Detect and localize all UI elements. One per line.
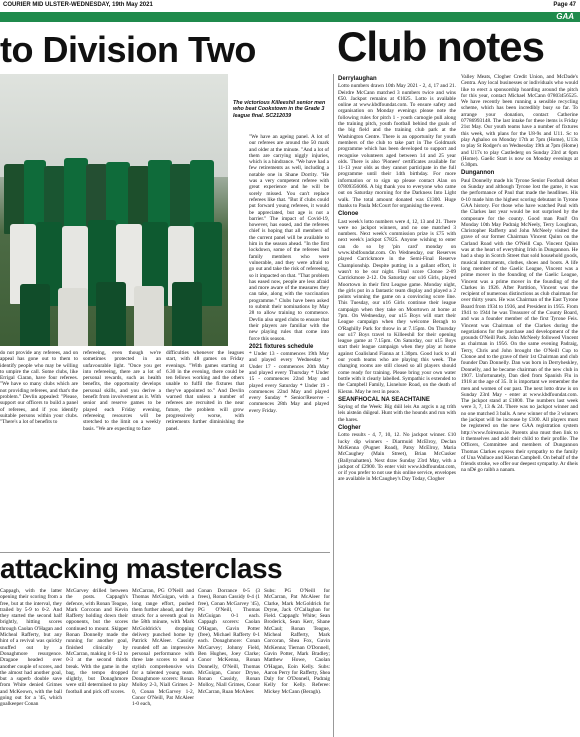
story1-column-4 [249, 134, 329, 550]
story2-column-3 [132, 588, 194, 737]
team-photo [0, 74, 228, 346]
story2-column-2 [66, 588, 128, 737]
story1-column-2 [83, 350, 161, 550]
story2-text: McGarvey drilled between the posts. Cappagh's defence, with Ronan Teague, Mark Corcoran and Kevin Rafferty holding down their opponents, but the scores continued to mount. Skipper Ronan Donnelly made the running for another goal, finished clinically by McCarran, making it 6-12 to 0-3 at the second thirds break. With the game in the bag, the tempo dropped slightly, but Donaghmore were still determined to play football and pick off scores. [66, 588, 128, 695]
club-text: Saying of the Week: Bíg dúil leis An argcis n ag tríth leis aisteán dúigeal. Hunt with the hounds and run with the hares. [338, 404, 456, 423]
story2-text: Subs: PG O'Neill for McCarran, Pat McAleer for Clarke, Mark McGoldrick for Dryne, Jack O'Callaghan for Field. Cappagh: White; Sean Broderick, Sean Kerr, Shane McCaul; Ronan Teague, Micheal Rafferty, Mark Corcoran, Shea Fox, Gavin McKenna; Tiernan O'Donnell, Gavin Potter, Mark Bradley; Matthew Howe, Caolan O'Hagan, Eoin Kelly. Subs: Aaron Perry for Rafferty, Shea Daly for O'Donnell, Padraig Kelly for Kelly. Referee: Mickey McCann (Beragh). [264, 588, 330, 695]
club-heading: SEANFHOCAL NA SEACHTAINE [338, 396, 430, 403]
club-text: Last week's lotto numbers were 4, 12, 13 and 21. There were no jackpot winners, and no one matched 3 numbers. Next week's commission prize is £75 with next week's jackpot £7825. Anyone wishing to enter can do so by 'pin card' monday on www.kbdfoundat.com. On Wednesday, our Reserves played Carrickmore in the Semi-Final Reserve Championship. Despite putting in a gallant effort, it wasn't to be our night. Final score Clonoe 2-09 Carrickmore 2-12. On Saturday our u16 Girls, played Moortown in their first League game. Monday night, the girls put in a fantastic team display and played a 2 points winning the game on a convincing score line. This Tuesday, our u16 Girls continue their league campaign when they take on Moortown at home at 7pm. On Wednesday, our u15 Boys will start their League campaign when they welcome Beragh to O'Raghilly Park for throw in at 7.15pm. On Thursday our u17 Boys travel to Killeeshil for their opening league game at 7.15pm. On Saturday, our u15 Boys start their league campaign when they play at home against Coalisland Fianna at 1.30pm. Good luck to all our youth teams who are playing this week. The changing rooms are still closed so all players should come ready for training. Please bring your own water bottle with it clearly labelled. Sympathic is extended to the Campbell Family, Lisnelure Road, on the death of Kieran. May he rest in peace. [338, 218, 456, 395]
story2-text: Cappagh, with the latter opening their scoring from a free, but at the interval, they trailed by 5-9 to 0-2. And they started the second half brightly, hitting scores through Caolan O'Hagan and Micheal Rafferty, but any hint of a revival was quickly snuffed out by a Donaghmore resurgence. Dragaoe headed over another couple of scores, and the almost had another goal, but a superb double save from White denied Grimes and McKeown, with the ball going out for a '45, which goalkeeper Conan [0, 588, 62, 708]
club-heading: Clonoe [338, 211, 359, 218]
story1-text: refereeing, even though we're sometimes protected in an unfavourable light. "Once you get into refereeing, there are a lot of personal rewards, such as health benefits, the opportunity develops personal skills, and you derive a benefit from involvement as it. With senior and reserve games to be played each Friday evening, refereeing resources will be stretched to the limit on a weekly basis. "We are expecting to face [83, 350, 161, 432]
club-notes-column-1 [338, 74, 456, 737]
masthead [0, 0, 580, 12]
fixtures-heading: 2021 fixtures schedule [249, 343, 314, 350]
column-divider [333, 74, 334, 737]
story1-headline: to Division Two [0, 29, 256, 70]
story2-column-5 [264, 588, 330, 737]
photo-player [134, 286, 164, 346]
club-heading: Clogher [338, 425, 361, 432]
photo-player [20, 284, 50, 346]
club-notes-headline: Club notes [337, 23, 544, 70]
club-text: Paul Donnelly made his Tyrone Senior Football debut on Sunday and although Tyrone lost the game, it was the performance of Paul that made the headlines. His 0-10 made him the highest scoring debutant in Tyrone GAA history. For those who have watched Paul with the Clarkes last year would be not surprised by the composure for the county. Good man Paul! On Monday 10th May Padraig McNeely, Terry Loughran, Christopher Rafferty and John McNeely visited the grave of our former Chairman Vincent Quinn on the Carland Road with the O'Neill Cup. Vincent Quinn was at the heart of everything Irish in Dungannon. He had a shop in Scotch Street that sold household goods, musical instruments, clothes, shoes and boots. A life long member of the Gaelic League, Vincent was a prime mover in the founding of the Gaelic League, Vincent was a prime mover in the founding of the Clarkes in 1926. After Partition, Vincent was the recipient of numerous distinctions as club chairman for over thirty years. He was Chairman of the East Tyrone Board from 1934 to 1936, and President in 1955. From 1941 to 1944 he was Treasurer of the County Board, and was a founder member of the first Tyrone Feis. Vincent was Chairman of the Clarkes during the negotiations for the purchase and development of the grounds O'Neill Park. John McNeely followed Vincent as chairman in 1956. On the same evening Padraig, Terry, Chris and John brought the O'Neill Cup to Clonoe and to the grave of their 1st Chairman and club founder Dan Donnelly. Dan was born in Derryheskley, Donnelly, and he became chairman of the new club in 1907. Unfortunately, Dan died from Spanish Flu in 1918 at the age of 35. It is important we remember the men and women of our past. The next lotto draw is on Sunday 23rd May - enter at www.kbdfoundat.com. The jackpot stand at £1800. The numbers last week were 3, 7, 13 & 24. There was no jackpot winner and no one matched 3 balls. A new winner of the 3 winners the jackpot will be increase by £100. All players must be registered on the new GAA registration system http://www.foireann.ie. Parents also must then link to it themselves and add their child to their profile. The Officers, Committee and members of Dungannon Thomas Clarkes express their sympathy to the family of Una Wallace and Kieran Campbell. On behalf of the friends stroke, we offer our deepest sympathy. Ar dheis na nDé go raibh a nanam. [461, 177, 578, 474]
photo-player [172, 282, 202, 346]
club-heading: Dungannon [461, 170, 495, 177]
story-divider [0, 552, 330, 553]
story2-column-4 [198, 588, 260, 737]
fixtures-text: * Under 13 - commences 19th May and played every Wednesday * Under 17 - commences 20th May and played every Thursday * Under 15 - commences 22nd May and played every Saturday * Under 19 - commences 22nd May and played every Sunday * Senior/Reserve - commences 28th May and played every Friday. [249, 351, 329, 414]
story2-column-1 [0, 588, 62, 737]
story1-text: "We have an ageing panel. A lot of our referees are around the 50 mark and older at the minute. "And a lot of them are carrying niggly injuries, which is a hindrance. "We have had a few retirements as well, including a notable one in Shane Dorrity. "He was a very competent referee with great experience and he will be sorely missed. You can't replace referees like that. "But if clubs could put forward young referees, it would be appreciated, but age is not a barrier." The impact of Covid-19, however, has eased, and the referees chief is hoping that all members of the current panel will be available to him in the season ahead. "In the first lockdown, some of the referees had family members who were vulnerable, and they were afraid to go out and take the risk of refereeing, so it impacted on that. "That problem has eased now, people are less afraid and more aware of the measures they can take, along with the vaccination programme." Clubs have been asked to submit their nominations by May 28 to allow training to commence. Devlin also urged clubs to ensure that their players are familiar with the new playing rules that come into force this season. [249, 134, 329, 342]
publication-name: COURIER MID ULSTER-WEDNESDAY, 19th May 2021 [3, 2, 153, 8]
club-heading: Derrylaughan [338, 76, 377, 82]
club-notes-column-2 [461, 74, 578, 737]
story1-column-3 [166, 350, 244, 550]
story1-text: difficulties whenever the leagues start, with 48 games on Friday evenings. "With games starting at 6.30 in the evening, there could be ten fellows working and the others unable to fulfil the fixtures that they've appointed to." And Devlin warned that unless a number of referees are recruited in the near future, the problem will grow progressively worse, with retirements further diminishing the panel. [166, 350, 244, 432]
section-bar [0, 12, 580, 22]
page-number: Page 47 [553, 2, 576, 8]
club-text: Valley Meats, Clogher Credit Union, and McDade's Centra. Any local businesses or individuals who would like to erect a sponsorship hoarding around the pitch for this year, contact Michael McCann 07803456525. We have recently been running a sensible recycling scheme, which has been incredibly busy so far. To arrange your donation, contact Catherine 07786993148. The last intake for these items is Friday 21st May. Our youth teams have a number of fixtures this week, with plans for the U8-9s and U11. Sc to play Aghaloo on Monday 17th at 7pm (Home), U13s to play St Rodger's on Wednesday 19th at 7pm (Home) and U17s to play Castlederg on Sunday 23rd at 6pm (Home). Gaelic Start is now on Monday evenings at 6.30pm. [461, 74, 578, 169]
club-text: Lotto numbers drawn 10th May 2021 - 2, 4, 17 and 21. Deirdre McCann matched 3 numbers twice and wins €50. Jackpot remains at €1025. Lotto is available online at www.kbdfoundat.com. To ensure safety and organisation on Monday evenings please note the following rules for pitch 1 - youth carnogie pull along the training pitch, youth football behind the goals of the big field and the training club park at the Washington Centre. There is an opportunity for youth members of the club to take part in The Goldmark programme which has been developed to support and recognise volunteers aged between 14 and 25 year olds. There is also 'Pioneer' certificates available for 11-13 year olds as they cannot participate in the full programme until their 14th birthday. For more information or to sign up please contact Alan on 07809356066. A big thank you to everyone who came out on Saturday morning for the Darkness Into Light walk. The total amount donated was £1300. Huge thanks to Paula McCourt for organising the event. [338, 83, 456, 209]
story2-text: McCarran, PG O'Neill and Thomas McGuigan, with a long range effort, pushed them further ahead, and they struck for a seventh goal in the 58th minute, with Mark McGoldrick's dropping delivery punched home by Patrick McAleer. Cassidy rounded off an impressive personal performance with three late scores to seal a stylish comprehensive win for a talented young team. Donaghmore scorers: Ronan Molloy 2-3, Niall Grimes 2-0, Conan McGarvey 1-2, Conor O'Neill, Pat McAleer 1-0 each, [132, 588, 194, 708]
story1-column-1 [0, 350, 78, 550]
photo-player [170, 164, 192, 234]
section-label: GAA [556, 12, 574, 21]
photo-caption: The victorious Killeeshil senior men who beat Cookstown in the Grade 3 league final. SC212039 [233, 100, 326, 119]
club-text: Lotto results - 4, 7, 10, 12. No jackpot winner. £10 lucky dip winners - Diarmuid McElroy, Declan McKenna (Pugnet Road), Patsy McElroy, Maria McCaughey (Main Street), Brian McCusker (Ballynahatten). Next draw Sunday 23rd May, with a jackpot of £2900. To enter visit www.kbdfoundat.com, or if you prefer to not use this online service, envelopes are available in McCaughey's Day Today, Clogher [338, 432, 456, 483]
photo-player [64, 158, 88, 234]
story2-headline: attacking masterclass [0, 554, 283, 584]
photo-player [58, 288, 88, 346]
story2-text: Conan Dorrance 0-5 (3 frees), Ronan Cassidy 0-4 (1 free), Conan McGarvey '45), PG O'Neill, Thomas McGuigan 0-1 each. Cappagh scorers: Caolan O'Hagan, Gavin Potter (free), Michael Rafferty 0-1 each. Donaghmore: Conan McGarvey; Johnny Field, Ben Hughes, Joey Clarke; Conor McKenna, Ronan Donnelly, O'Neill, Thomas McGuigan, Conor Dryne, Ronan Cassidy, Ronan Molloy, Niall Grimes, Conor McCarran, Ruan McAleer. [198, 588, 260, 695]
photo-player [96, 282, 126, 346]
story1-text: do not provide any referees, and on appeal has gone out to them to identify people who may be willing to umpire the call. Some clubs, like Errigal Ciaran, have four referees. "We have so many clubs which are not providing referees, and that's the problem." Devlin appealed: "Please, support our officers to build a panel of referees, and if you identify suitable persons within your clubs. "There's a lot of benefits to [0, 350, 78, 426]
